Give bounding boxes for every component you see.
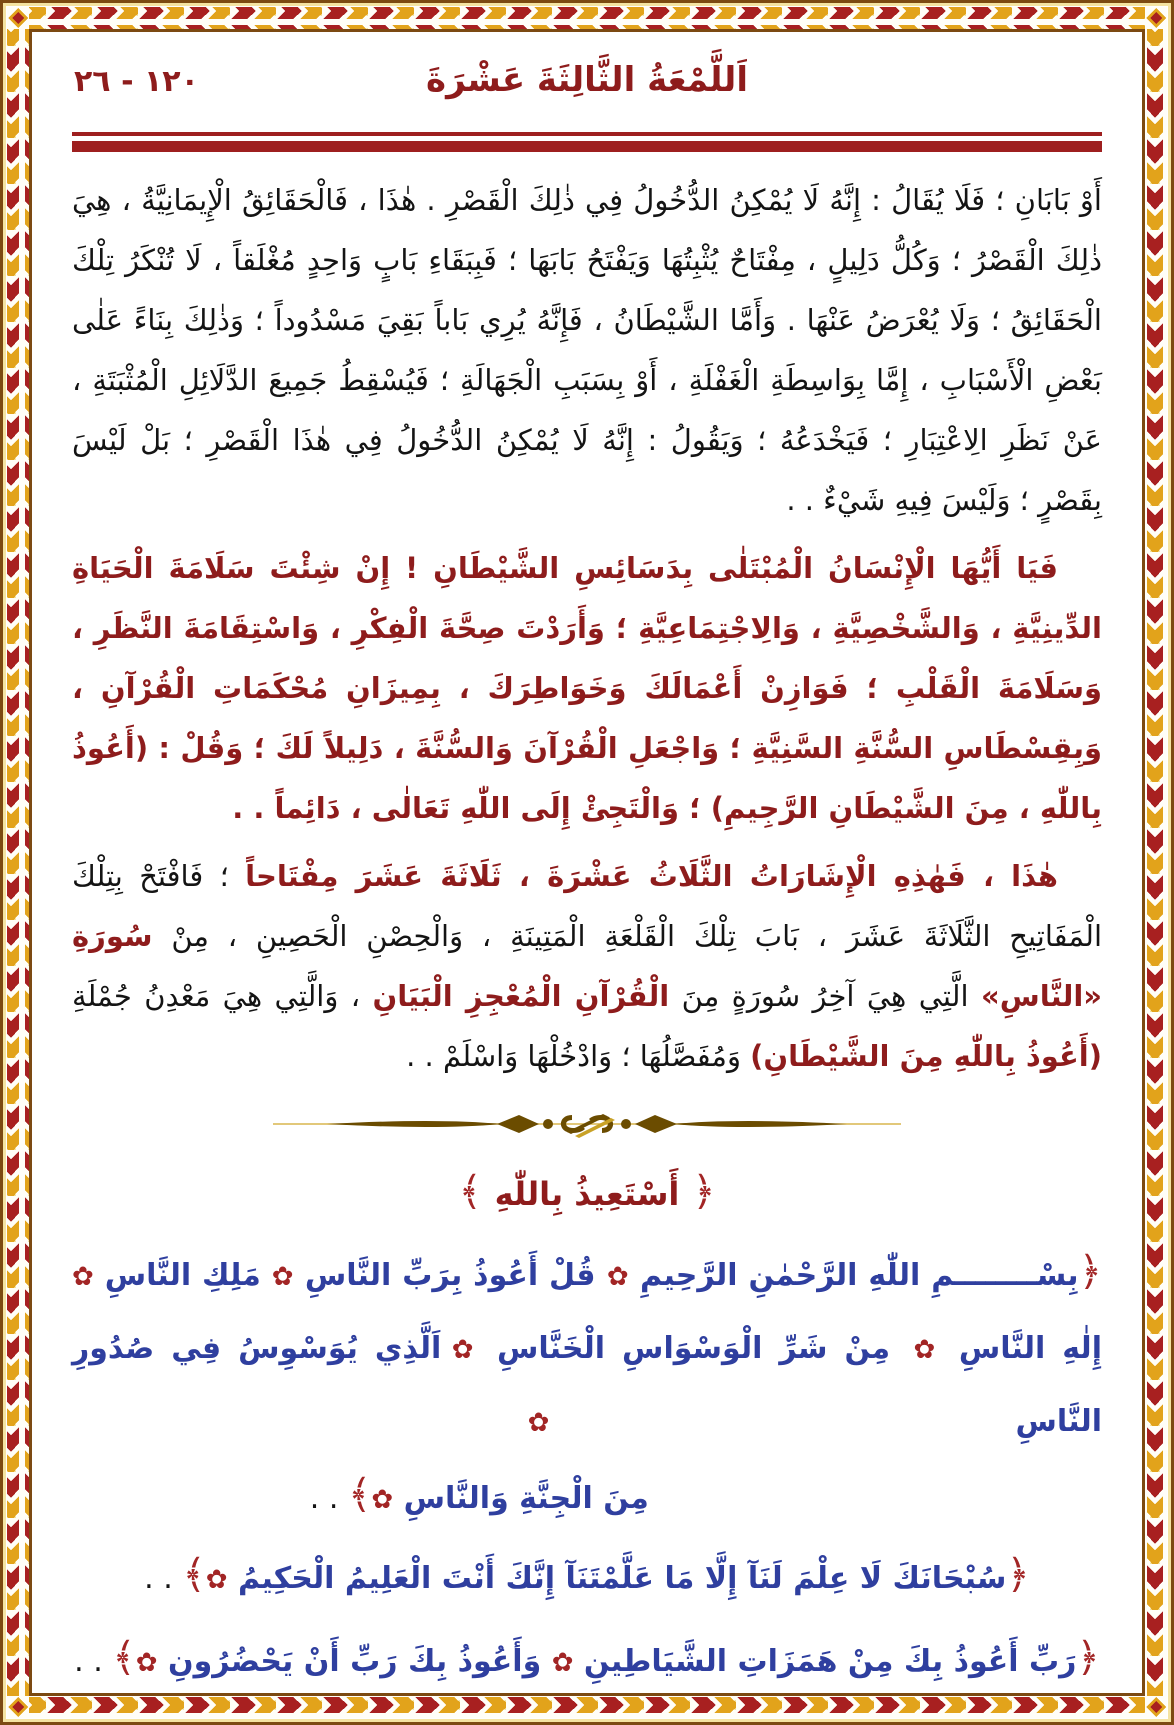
text-segment-blue: مِنَ الْجِنَّةِ وَالنَّاسِ <box>393 1481 649 1516</box>
text-segment-blue: اَلَّذِي يُوَسْوِسُ فِي صُدُورِ النَّاسِ <box>72 1331 1102 1439</box>
text-segment-black: ، وَالَّتِي هِيَ مَعْدِنُ جُمْلَةِ <box>72 979 373 1013</box>
text-segment-maroon: أَسْتَعِيذُ بِاللّٰهِ <box>494 1175 680 1213</box>
text-segment-blue: إِلٰهِ النَّاسِ <box>941 1331 1102 1366</box>
text-segment-maroon: هٰذَا ، فَهٰذِهِ الْإِشَارَاتُ الثَّلَاثُ عَشْرَةَ ، ثَلَاثَةَ عَشَرَ مِفْتَاحاً <box>245 859 1058 893</box>
verse-separator-icon: ✿ <box>371 1485 394 1515</box>
text-segment-dots: . . <box>309 1481 348 1516</box>
text-segment-blue: قُلْ أَعُوذُ بِرَبِّ النَّاسِ <box>293 1258 607 1293</box>
quran-block <box>72 1236 1102 1702</box>
ornate-bracket-icon: ﴿ <box>1076 1635 1100 1681</box>
page-header <box>72 52 1102 118</box>
ornate-bracket-icon: ﴿ <box>1006 1552 1030 1598</box>
text-segment-dots: . . <box>74 1644 113 1679</box>
ornamental-divider <box>72 1106 1102 1146</box>
verse-separator-icon: ✿ <box>72 1408 550 1438</box>
text-segment-blue: مَلِكِ النَّاسِ <box>93 1258 272 1293</box>
paragraph-black: أَوْ بَابَانِ ؛ فَلَا يُقَالُ : إِنَّهُ لَا يُمْكِنُ الدُّخُولُ فِي ذٰلِكَ الْقَصْرِ . هٰذَا ، فَالْحَقَائِقُ الْإِيمَانِيَّةُ ، هِيَ ذٰلِكَ الْقَصْرُ ؛ وَكُلُّ دَلِيلٍ ، مِفْتَاحٌ يُثْبِتُهَا وَيَفْتَحُ بَابَهَا ؛ فَبِبَقَاءِ بَابٍ وَاحِدٍ مُغْلَقاً ، لَا تُنْكَرُ تِلْكَ الْحَقَائِقُ ؛ وَلَا يُعْرَضُ عَنْهَا . وَأَمَّا الشَّيْطَانُ ، فَإِنَّهُ يُرِي بَاباً بَقِيَ مَسْدُوداً ؛ وَذٰلِكَ بِنَاءً عَلٰى بَعْضِ الْأَسْبَابِ ، إِمَّا بِوَاسِطَةِ الْغَفْلَةِ ، أَوْ بِسَبَبِ الْجَهَالَةِ ؛ فَيُسْقِطُ جَمِيعَ الدَّلَائِلِ الْمُثْبَتَةِ ، عَنْ نَظَرِ الِاعْتِبَارِ ؛ فَيَخْدَعُهُ ؛ وَيَقُولُ : إِنَّهُ لَا يُمْكِنُ الدُّخُولُ فِي هٰذَا الْقَصْرِ ؛ بَلْ لَيْسَ بِقَصْرٍ ؛ وَلَيْسَ فِيهِ شَيْءٌ . . <box>72 183 1102 517</box>
quran-verse-line <box>310 1459 649 1536</box>
paragraph-mixed <box>72 846 1102 1086</box>
istiadha-heading <box>72 1160 1102 1226</box>
quran-verse-line <box>72 1313 1102 1459</box>
ornate-bracket-icon: ﴿ <box>679 1169 716 1215</box>
text-segment-black: ؛ فَافْتَحْ بِتِلْكَ الْمَفَاتِيحِ الثَّلَاثَةَ عَشَرَ ، بَابَ تِلْكَ الْقَلْعَةِ الْمَتِينَةِ ، وَالْحِصْنِ الْحَصِينِ ، مِنْ <box>72 859 1102 953</box>
text-segment-dots: . . <box>144 1561 183 1596</box>
verse-separator-icon: ✿ <box>205 1565 228 1595</box>
ornate-bracket-icon: ﴿ <box>1078 1249 1103 1295</box>
verse-separator-icon: ✿ <box>72 1262 94 1292</box>
verse-separator-icon: ✿ <box>551 1648 574 1678</box>
quran-tasbih-line <box>72 1536 1102 1619</box>
quran-verse-line <box>72 1236 1102 1313</box>
verse-separator-icon: ✿ <box>451 1335 481 1365</box>
text-segment-maroon: الْقُرْآنِ الْمُعْجِزِ الْبَيَانِ <box>372 979 670 1013</box>
header-divider <box>72 132 1102 152</box>
page-number: ١٢٠ - ٢٦ <box>74 64 199 99</box>
ornate-bracket-icon: ﴾ <box>182 1552 206 1598</box>
verse-separator-icon: ✿ <box>271 1262 294 1292</box>
text-segment-blue: بِسْــــــــمِ اللّٰهِ الرَّحْمٰنِ الرَّحِيمِ <box>629 1258 1079 1293</box>
page-title: اَللَّمْعَةُ الثَّالِثَةَ عَشْرَةَ <box>426 60 748 100</box>
text-segment-blue: مِنْ شَرِّ الْوَسْوَاسِ الْخَنَّاسِ <box>480 1331 908 1366</box>
page-content <box>34 34 1140 1691</box>
quran-refuge-line <box>72 1619 1102 1702</box>
verse-separator-icon: ✿ <box>907 1335 942 1365</box>
text-segment-black: وَمُفَصَّلُهَا ؛ وَادْخُلْهَا وَاسْلَمْ . . <box>406 1039 751 1073</box>
header-divider-thick-line <box>72 141 1102 152</box>
verse-separator-icon: ✿ <box>606 1262 630 1292</box>
text-segment-blue: وَأَعُوذُ بِكَ رَبِّ أَنْ يَحْضُرُونِ <box>157 1644 552 1679</box>
ornate-bracket-icon: ﴾ <box>347 1472 372 1518</box>
paragraph-maroon: فَيَا أَيُّهَا الْإِنْسَانُ الْمُبْتَلٰى بِدَسَائِسِ الشَّيْطَانِ ! إِنْ شِئْتَ سَلَامَةَ الْحَيَاةِ الدِّينِيَّةِ ، وَالشَّخْصِيَّةِ ، وَالِاجْتِمَاعِيَّةِ ؛ وَأَرَدْتَ صِحَّةَ الْفِكْرِ ، وَاسْتِقَامَةَ النَّظَرِ ، وَسَلَامَةَ الْقَلْبِ ؛ فَوَازِنْ أَعْمَالَكَ وَخَوَاطِرَكَ ، بِمِيزَانِ مُحْكَمَاتِ الْقُرْآنِ ، وَبِقِسْطَاسِ السُّنَّةِ السَّنِيَّةِ ؛ وَاجْعَلِ الْقُرْآنَ وَالسُّنَّةَ ، دَلِيلاً لَكَ ؛ وَقُلْ : (أَعُوذُ بِاللّٰهِ ، مِنَ الشَّيْطَانِ الرَّجِيمِ) ؛ وَالْتَجِئْ إِلَى اللّٰهِ تَعَالٰى ، دَائِماً . . <box>72 551 1102 825</box>
verse-separator-icon: ✿ <box>135 1648 158 1678</box>
text-segment-blue: سُبْحَانَكَ لَا عِلْمَ لَنَآ إِلَّا مَا عَلَّمْتَنَآ إِنَّكَ أَنْتَ الْعَلِيمُ الْحَكِيمُ <box>227 1561 1007 1596</box>
text-segment-blue: رَبِّ أَعُوذُ بِكَ مِنْ هَمَزَاتِ الشَّيَاطِينِ <box>573 1644 1077 1679</box>
text-segment-maroon: سُورَةِ «النَّاسِ» <box>72 919 1103 1013</box>
ornamental-divider-icon <box>267 1106 907 1142</box>
ornate-bracket-icon: ﴾ <box>112 1635 136 1681</box>
text-segment-maroon: (أَعُوذُ بِاللّٰهِ مِنَ الشَّيْطَانِ) <box>750 1039 1102 1073</box>
ornate-bracket-icon: ﴾ <box>458 1169 495 1215</box>
text-segment-black: الَّتِي هِيَ آخِرُ سُورَةٍ مِنَ <box>669 979 981 1013</box>
